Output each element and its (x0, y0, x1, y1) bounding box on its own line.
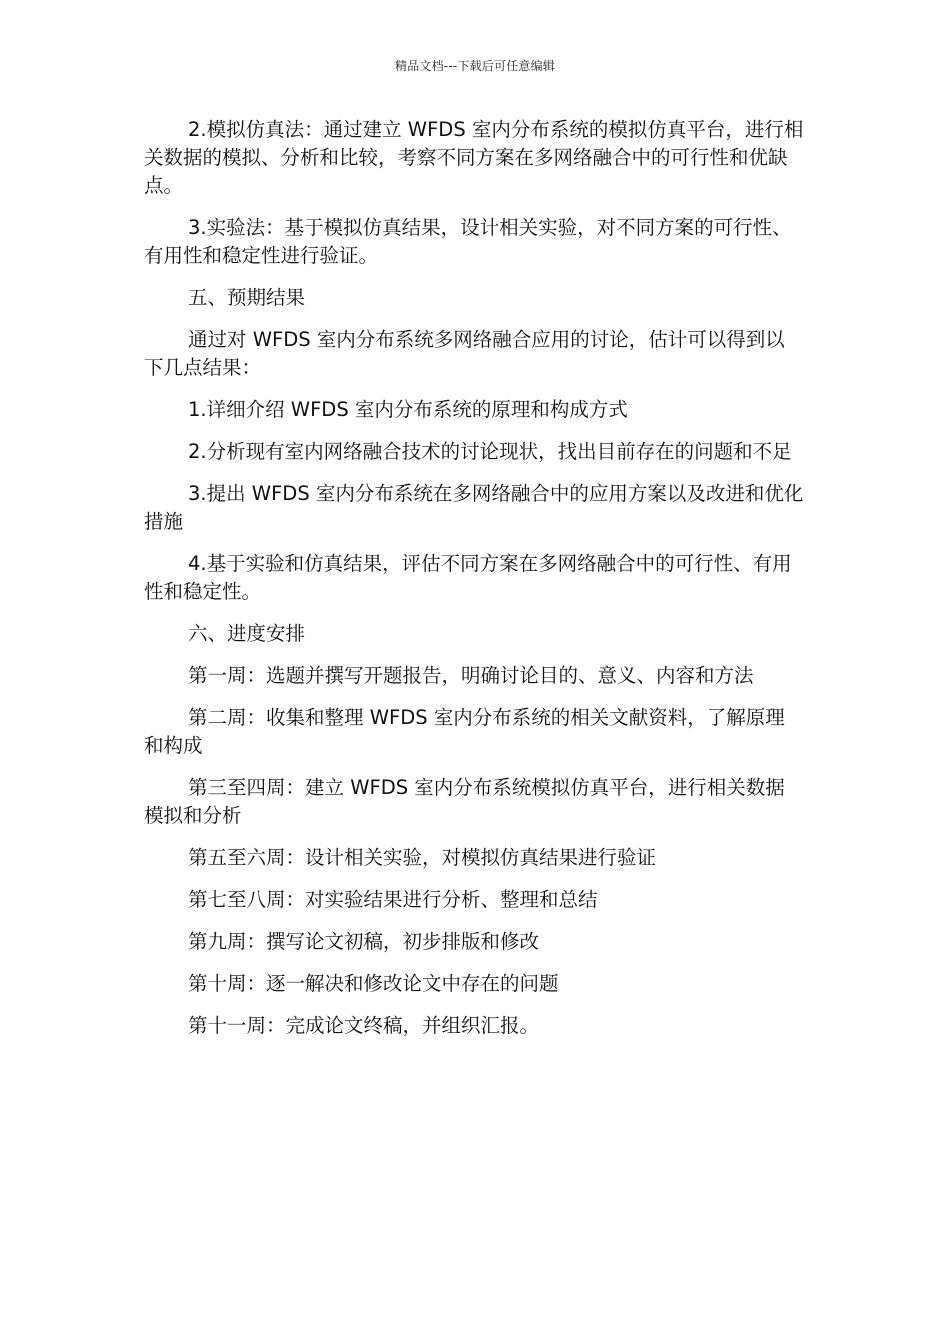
schedule-week-5-6: 第五至六周：设计相关实验，对模拟仿真结果进行验证 (188, 846, 657, 869)
expected-result-item-4: 4.基于实验和仿真结果，评估不同方案在多网络融合中的可行性、有用性和稳定性。 (144, 552, 792, 603)
method-experiment-paragraph: 3.实验法：基于模拟仿真结果，设计相关实验，对不同方案的可行性、有用性和稳定性进行验证。 (144, 216, 792, 267)
expected-result-item-3: 3.提出 WFDS 室内分布系统在多网络融合中的应用方案以及改进和优化措施 (144, 482, 804, 533)
schedule-week-3-4: 第三至四周：建立 WFDS 室内分布系统模拟仿真平台，进行相关数据模拟和分析 (144, 776, 785, 827)
document-body (144, 116, 804, 1054)
method-simulation-paragraph: 2.模拟仿真法：通过建立 WFDS 室内分布系统的模拟仿真平台，进行相关数据的模拟、分析和比较，考察不同方案在多网络融合中的可行性和优缺点。 (144, 118, 804, 197)
schedule-week-7-8: 第七至八周：对实验结果进行分析、整理和总结 (188, 888, 598, 911)
page-header: 精品文档---下载后可任意编辑 (395, 59, 555, 73)
schedule-week-2: 第二周：收集和整理 WFDS 室内分布系统的相关文献资料，了解原理和构成 (144, 706, 785, 757)
schedule-week-10: 第十周：逐一解决和修改论文中存在的问题 (188, 972, 559, 995)
schedule-week-1: 第一周：选题并撰写开题报告，明确讨论目的、意义、内容和方法 (188, 664, 754, 687)
section-heading-expected-results: 五、预期结果 (188, 286, 306, 309)
expected-result-item-2: 2.分析现有室内网络融合技术的讨论现状，找出目前存在的问题和不足 (188, 440, 792, 463)
schedule-week-9: 第九周：撰写论文初稿，初步排版和修改 (188, 930, 540, 953)
section-heading-schedule: 六、进度安排 (188, 622, 306, 645)
expected-result-item-1: 1.详细介绍 WFDS 室内分布系统的原理和构成方式 (188, 398, 628, 421)
schedule-week-11: 第十一周：完成论文终稿，并组织汇报。 (188, 1014, 540, 1037)
expected-results-intro: 通过对 WFDS 室内分布系统多网络融合应用的讨论，估计可以得到以下几点结果： (144, 328, 785, 379)
